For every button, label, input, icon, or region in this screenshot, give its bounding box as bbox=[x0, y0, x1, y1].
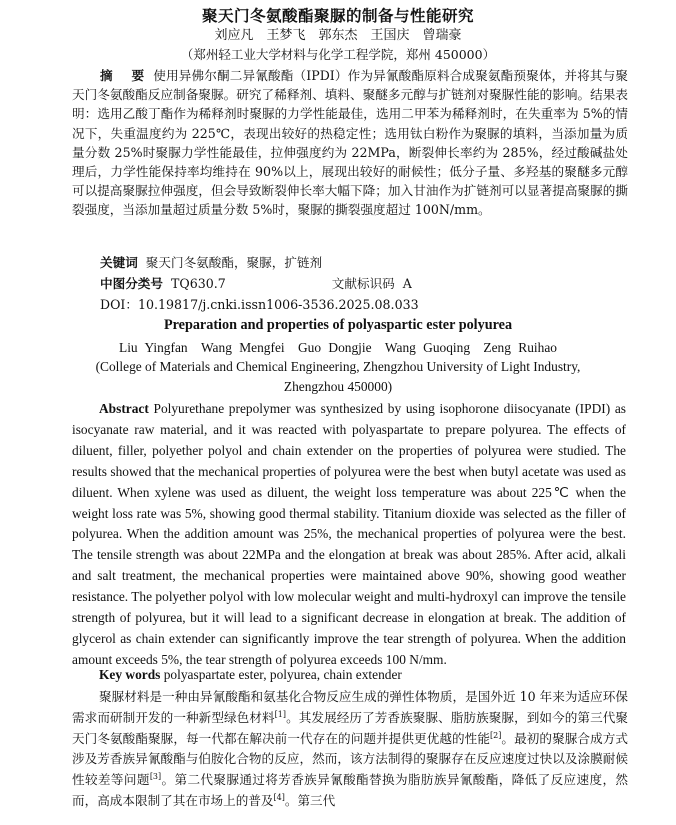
keywords-en-label: Key words bbox=[99, 667, 161, 682]
clc-label: 中图分类号 bbox=[100, 276, 163, 291]
authors-cn: 刘应凡 王梦飞 郭东杰 王国庆 曾瑞豪 bbox=[214, 28, 462, 43]
keywords-cn-text: 聚天门冬氨酸酯，聚脲，扩链剂 bbox=[145, 255, 323, 270]
keywords-en-text: polyaspartate ester, polyurea, chain extender bbox=[163, 667, 402, 682]
body-sentence: 。其发展经历了芳香族聚脲、脂肪族聚脲，到如今的第三代聚天门冬氨酸酯聚脲，每一代都在解决前一代存在的问题并提供更优越的性能 bbox=[72, 709, 629, 746]
abstract-en-label: Abstract bbox=[99, 401, 149, 416]
body-sentence: 聚脲材料是一种由异氰酸酯和氨基化合物反应生成的弹性体物质，是国外近 10 年来为适应环保需求而研制开发的一种新型绿色材料 bbox=[72, 689, 628, 725]
classification-row bbox=[100, 273, 412, 292]
citation-ref[interactable]: [3] bbox=[149, 772, 162, 782]
body-sentence: 。第三代 bbox=[284, 792, 336, 808]
doc-code-value: A bbox=[402, 276, 412, 291]
citation-ref[interactable]: [2] bbox=[490, 730, 502, 740]
citation-ref[interactable]: [1] bbox=[274, 709, 287, 719]
authors-en: Liu Yingfan Wang Mengfei Guo Dongjie Wang Guoqing Zeng Ruihao bbox=[119, 340, 557, 355]
paper-title-en: Preparation and properties of polyaspartic ester polyurea bbox=[163, 317, 513, 333]
paper-title-cn: 聚天门冬氨酸酯聚脲的制备与性能研究 bbox=[201, 7, 474, 25]
affiliation-en: (College of Materials and Chemical Engineering, Zhengzhou University of Light Industry, Zhengzhou 450000) bbox=[95, 359, 581, 394]
body-paragraph bbox=[72, 687, 628, 812]
doc-code-label: 文献标识码 bbox=[331, 276, 395, 291]
abstract-cn-label: 摘 要 bbox=[100, 68, 148, 83]
abstract-cn bbox=[72, 66, 628, 220]
citation-ref[interactable]: [4] bbox=[273, 792, 285, 802]
keywords-en bbox=[99, 667, 402, 683]
doi-line: DOI：10.19817/j.cnki.issn1006-3536.2025.08.033 bbox=[100, 297, 419, 312]
keywords-cn-label: 关键词 bbox=[100, 255, 138, 270]
affiliation-cn: （郑州轻工业大学材料与化学工程学院，郑州 450000） bbox=[180, 47, 496, 62]
clc-value: TQ630.7 bbox=[170, 276, 226, 291]
keywords-cn bbox=[100, 252, 322, 271]
body-sentence: 。第二代聚脲通过将芳香族异氰酸酯替换为脂肪族异氰酸酯，降低了反应速度，然而，高成本限制了其在市场上的普及 bbox=[72, 772, 629, 808]
abstract-en-text: Polyurethane prepolymer was synthesized by using isophorone diisocyanate (IPDI) as isocyanate raw material, and it was reacted with polyaspartate to prepare polyurea. The effects of diluent, filler, polyether polyol and chain extender on the properties of polyurea were studied. The results showed that the mechanical properties of polyurea were the best when butyl acetate was used as diluent. When xylene was used as diluent, the weight loss temperature was about 225℃ when the weight loss rate was 5%, showing good thermal stability. Titanium dioxide was selected as the filler of polyurea. When the addition amount was 25%, the mechanical properties of polyurea were the best. The tensile strength was about 22MPa and the elongation at break was about 285%. After acid, alkali and salt treatment, the mechanical properties were maintained above 90%, showing good weather resistance. The polyether polyol with low molecular weight and multi-hydroxyl can improve the tensile strength of polyurea, but it will lead to a significant decrease in elongation at break. The addition of glycerol as chain extender can significantly improve the tear strength of polyurea. When the addition amount exceeds 5%, the tear strength of polyurea exceeds 100 N/mm. bbox=[72, 401, 626, 667]
abstract-cn-text: 使用异佛尔酮二异氰酸酯（IPDI）作为异氰酸酯原料合成聚氨酯预聚体，并将其与聚天门冬氨酸酯反应制备聚脲。研究了稀释剂、填料、聚醚多元醇与扩链剂对聚脲性能的影响。结果表明：选用乙酸丁酯作为稀释剂时聚脲的力学性能最佳，选用二甲苯为稀释剂时，在失重率为 5%的情况下，失重温度约为 225℃，表现出较好的热稳定性；选用钛白粉作为聚脲的填料，当添加量为质量分数 25%时聚脲力学性能最佳，拉伸强度约为 22MPa，断裂伸长率约为 285%，经过酸碱盐处理后，力学性能保持率均维持在 90%以上，展现出较好的耐候性；低分子量、多羟基的聚醚多元醇可以提高聚脲拉伸强度，但会导致断裂伸长率大幅下降；加入甘油作为扩链剂可以显著提高聚脲的撕裂强度，当添加量超过质量分数 5%时，聚脲的撕裂强度超过 100N/mm。 bbox=[72, 68, 628, 218]
body-sentence: 。最初的聚脲合成方式涉及芳香族异氰酸酯与伯胺化合物的反应，然而，该方法制得的聚脲存在反应速度过快以及涂膜耐候性较差等问题 bbox=[72, 730, 629, 788]
abstract-en bbox=[72, 399, 626, 671]
